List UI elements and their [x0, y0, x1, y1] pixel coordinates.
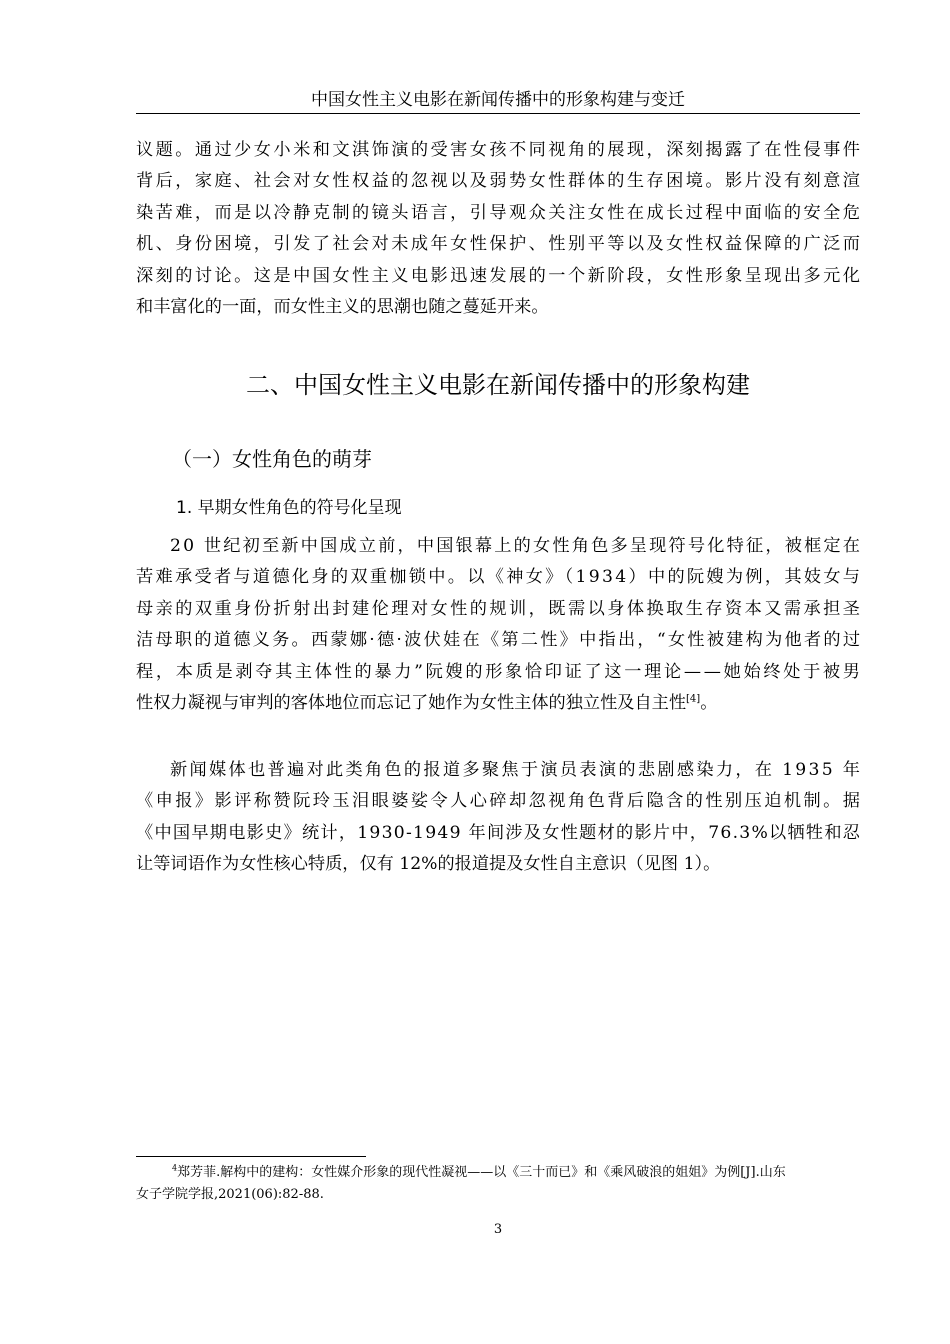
- paragraph-line: 20 世纪初至新中国成立前，中国银幕上的女性角色多呈现符号化特征，被框定在: [170, 536, 863, 556]
- paragraph-line: 和丰富化的一面，而女性主义的思潮也随之蔓延开来。: [136, 296, 549, 317]
- page-number: 3: [493, 1222, 503, 1237]
- paragraph-line: 苦难承受者与道德化身的双重枷锁中。以《神女》（1934）中的阮嫂为例，其妓女与: [136, 567, 863, 588]
- section-heading: 二、中国女性主义电影在新闻传播中的形象构建: [246, 371, 750, 399]
- paragraph-continued: [136, 135, 863, 323]
- paragraph-line: 深刻的讨论。这是中国女性主义电影迅速发展的一个新阶段，女性形象呈现出多元化: [136, 265, 863, 286]
- running-header: 中国女性主义电影在新闻传播中的形象构建与变迁: [311, 90, 685, 110]
- paragraph-line: 让等词语作为女性核心特质，仅有 12%的报道提及女性自主意识（见图 1）。: [136, 854, 721, 875]
- header-rule: [136, 113, 860, 114]
- footnote-line: 女子学院学报,2021(06):82-88.: [136, 1187, 324, 1202]
- citation-marker[interactable]: [4]: [686, 693, 701, 705]
- subsection-heading: （一）女性角色的萌芽: [172, 447, 372, 471]
- paragraph-line-end: 。: [700, 692, 718, 713]
- paragraph-line: 机、身份困境，引发了社会对未成年女性保护、性别平等以及女性权益保障的广泛而: [136, 234, 863, 255]
- paragraph-line-text: 性权力凝视与审判的客体地位而忘记了她作为女性主体的独立性及自主性: [136, 692, 687, 713]
- footnote-text: 郑芳菲.解构中的建构：女性媒介形象的现代性凝视——以《三十而已》和《乘风破浪的姐姐》为例[J].山东: [177, 1165, 786, 1180]
- paragraph-line: 议题。通过少女小米和文淇饰演的受害女孩不同视角的展现，深刻揭露了在性侵事件: [136, 140, 863, 160]
- subsubsection-heading: 1. 早期女性角色的符号化呈现: [176, 498, 402, 518]
- paragraph-line: 新闻媒体也普遍对此类角色的报道多聚焦于演员表演的悲剧感染力，在 1935 年: [170, 760, 863, 780]
- paragraph-line: 背后，家庭、社会对女性权益的忽视以及弱势女性群体的生存困境。影片没有刻意渲: [136, 171, 863, 192]
- paragraph-line: 母亲的双重身份折射出封建伦理对女性的规训，既需以身体换取生存资本又需承担圣: [136, 598, 863, 619]
- paragraph-line: 《申报》影评称赞阮玲玉泪眼婆娑令人心碎却忽视角色背后隐含的性别压迫机制。据: [136, 791, 863, 812]
- paragraph-line: [136, 688, 860, 719]
- footnote-separator: [136, 1156, 366, 1157]
- paragraph-early-roles: [136, 531, 863, 719]
- paragraph-line: 染苦难，而是以冷静克制的镜头语言，引导观众关注女性在成长过程中面临的安全危: [136, 202, 863, 223]
- paragraph-line: 《中国早期电影史》统计，1930-1949 年间涉及女性题材的影片中，76.3%以牺牲和忍: [136, 822, 862, 843]
- paragraph-line: 程，本质是剥夺其主体性的暴力”阮嫂的形象恰印证了这一理论——她始终处于被男: [136, 661, 863, 682]
- footnote-line: [136, 1162, 860, 1184]
- paragraph-media-coverage: [136, 755, 863, 881]
- paragraph-line: 洁母职的道德义务。西蒙娜·德·波伏娃在《第二性》中指出，“女性被建构为他者的过: [136, 630, 863, 651]
- footnote-marker: 4: [172, 1163, 178, 1173]
- footnote: [136, 1162, 860, 1206]
